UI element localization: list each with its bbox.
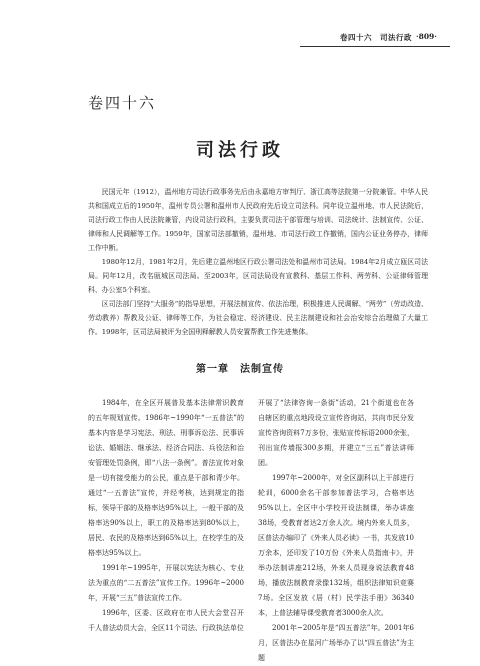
body-paragraph: 1997年~2000年，对全区副科以上干部进行轮训，6000余名干部参加普法学习，合格率达95%以上。全区中小学校开设法制课，举办讲座38场，受教育者达2万余人次。境内外来人员多，区普法办编印了《外来人员必读》一书，共发放10万余本，还印发了10万份《外来人员指南卡》，并举办法制讲座212场，外来人员现身说法教育48场，播放法制教育录像132场，组织法律知识竞赛7场。全区发放《居（村）民学法手册》36340本，上普法辅导课受教育者3000余人次。 (258, 474, 414, 617)
section-title: 司法行政 (196, 140, 284, 161)
header-rule (300, 46, 450, 47)
volume-title: 卷四十六 (88, 94, 157, 112)
body-paragraph: 1984年，在全区开展普及基本法律常识教育的五年规划宣传。1986年~1990年“一五普法”的基本内容是学习宪法、刑法、刑事诉讼法、民事诉讼法、婚姻法、继承法、经济合同法、兵役法和治安管理处罚条例，即“八法一条例”。普法宣传对象是一切有接受能力的公民，重点是干部和青少年。通过“一五普法”宣传，并经考核，达到规定的指标，领导干部的及格率达95%以上，一般干部的及格率达90%以上，职工的及格率达到80%以上，居民、农民的及格率达到65%以上，在校学生的及格率达95%以上。 (88, 399, 244, 557)
left-column (88, 396, 244, 636)
intro-paragraph: 区司法部门坚持“大服务”的指导思想，开展法制宣传、依法治理，积极推进人民调解、“两劳”（劳动改造、劳动教养）帮教及公证、律师等工作，为社会稳定、经济建设、民主法制建设和社会治安综合治理做了大量工作。1998年，区司法局被评为全国刑释解教人员安置帮教工作先进集体。 (88, 300, 428, 336)
body-paragraph: 1996年，区委、区政府在市人民大会堂召开千人普法动员大会，全区11个司法、行政执法单位 (88, 609, 244, 632)
body-paragraph: 2001年~2005年是“四五普法”年。2001年6月，区普法办在星河广场举办了以“四五普法”为主题 (258, 624, 414, 662)
body-paragraph: 1991年~1995年，开展以宪法为核心、专业法为重点的“二五普法”宣传工作。1996年~2000年，开展“三五”普法宣传工作。 (88, 564, 244, 602)
page-number: ·809· (416, 32, 437, 41)
right-column (258, 396, 414, 666)
intro-text (88, 185, 428, 339)
chapter-title: 第一章 法制宣传 (196, 364, 284, 375)
intro-paragraph: 1980年12月，1981年2月，先后建立温州地区行政公署司法处和温州市司法局。1984年2月成立瓯区司法局。同年12月，改名瓯城区司法局。至2003年，区司法局设有宣教科、基层工作科、两劳科、公证律师管理科、办公室5个科室。 (88, 258, 428, 294)
body-paragraph: 开展了“法律咨询一条街”活动，21个街道也在各自辖区的重点地段设立宣传咨询站，共向市民分发宣传咨询资料7万多份，张贴宣传标语2000余张，刊出宣传墙报300多期，并建立“三五”普法讲师团。 (258, 399, 414, 467)
intro-paragraph: 民国元年（1912），温州地方司法行政事务先后由永嘉地方审判厅、浙江高等法院第一分院兼管。中华人民共和国成立后的1950年，温州专员公署和温州市人民政府先后设立司法科。同年设立温州地、市人民法院后，司法行政工作由人民法院兼管，内设司法行政科，主要负责司法干部管理与培训、司法统计、法制宣传、公证、律师和人民调解等工作。1959年，国家司法部撤销，温州地、市司法行政工作撤销，国内公证业务停办，律师工作中断。 (88, 188, 428, 252)
running-title: 卷四十六 司法行政 (340, 33, 412, 42)
